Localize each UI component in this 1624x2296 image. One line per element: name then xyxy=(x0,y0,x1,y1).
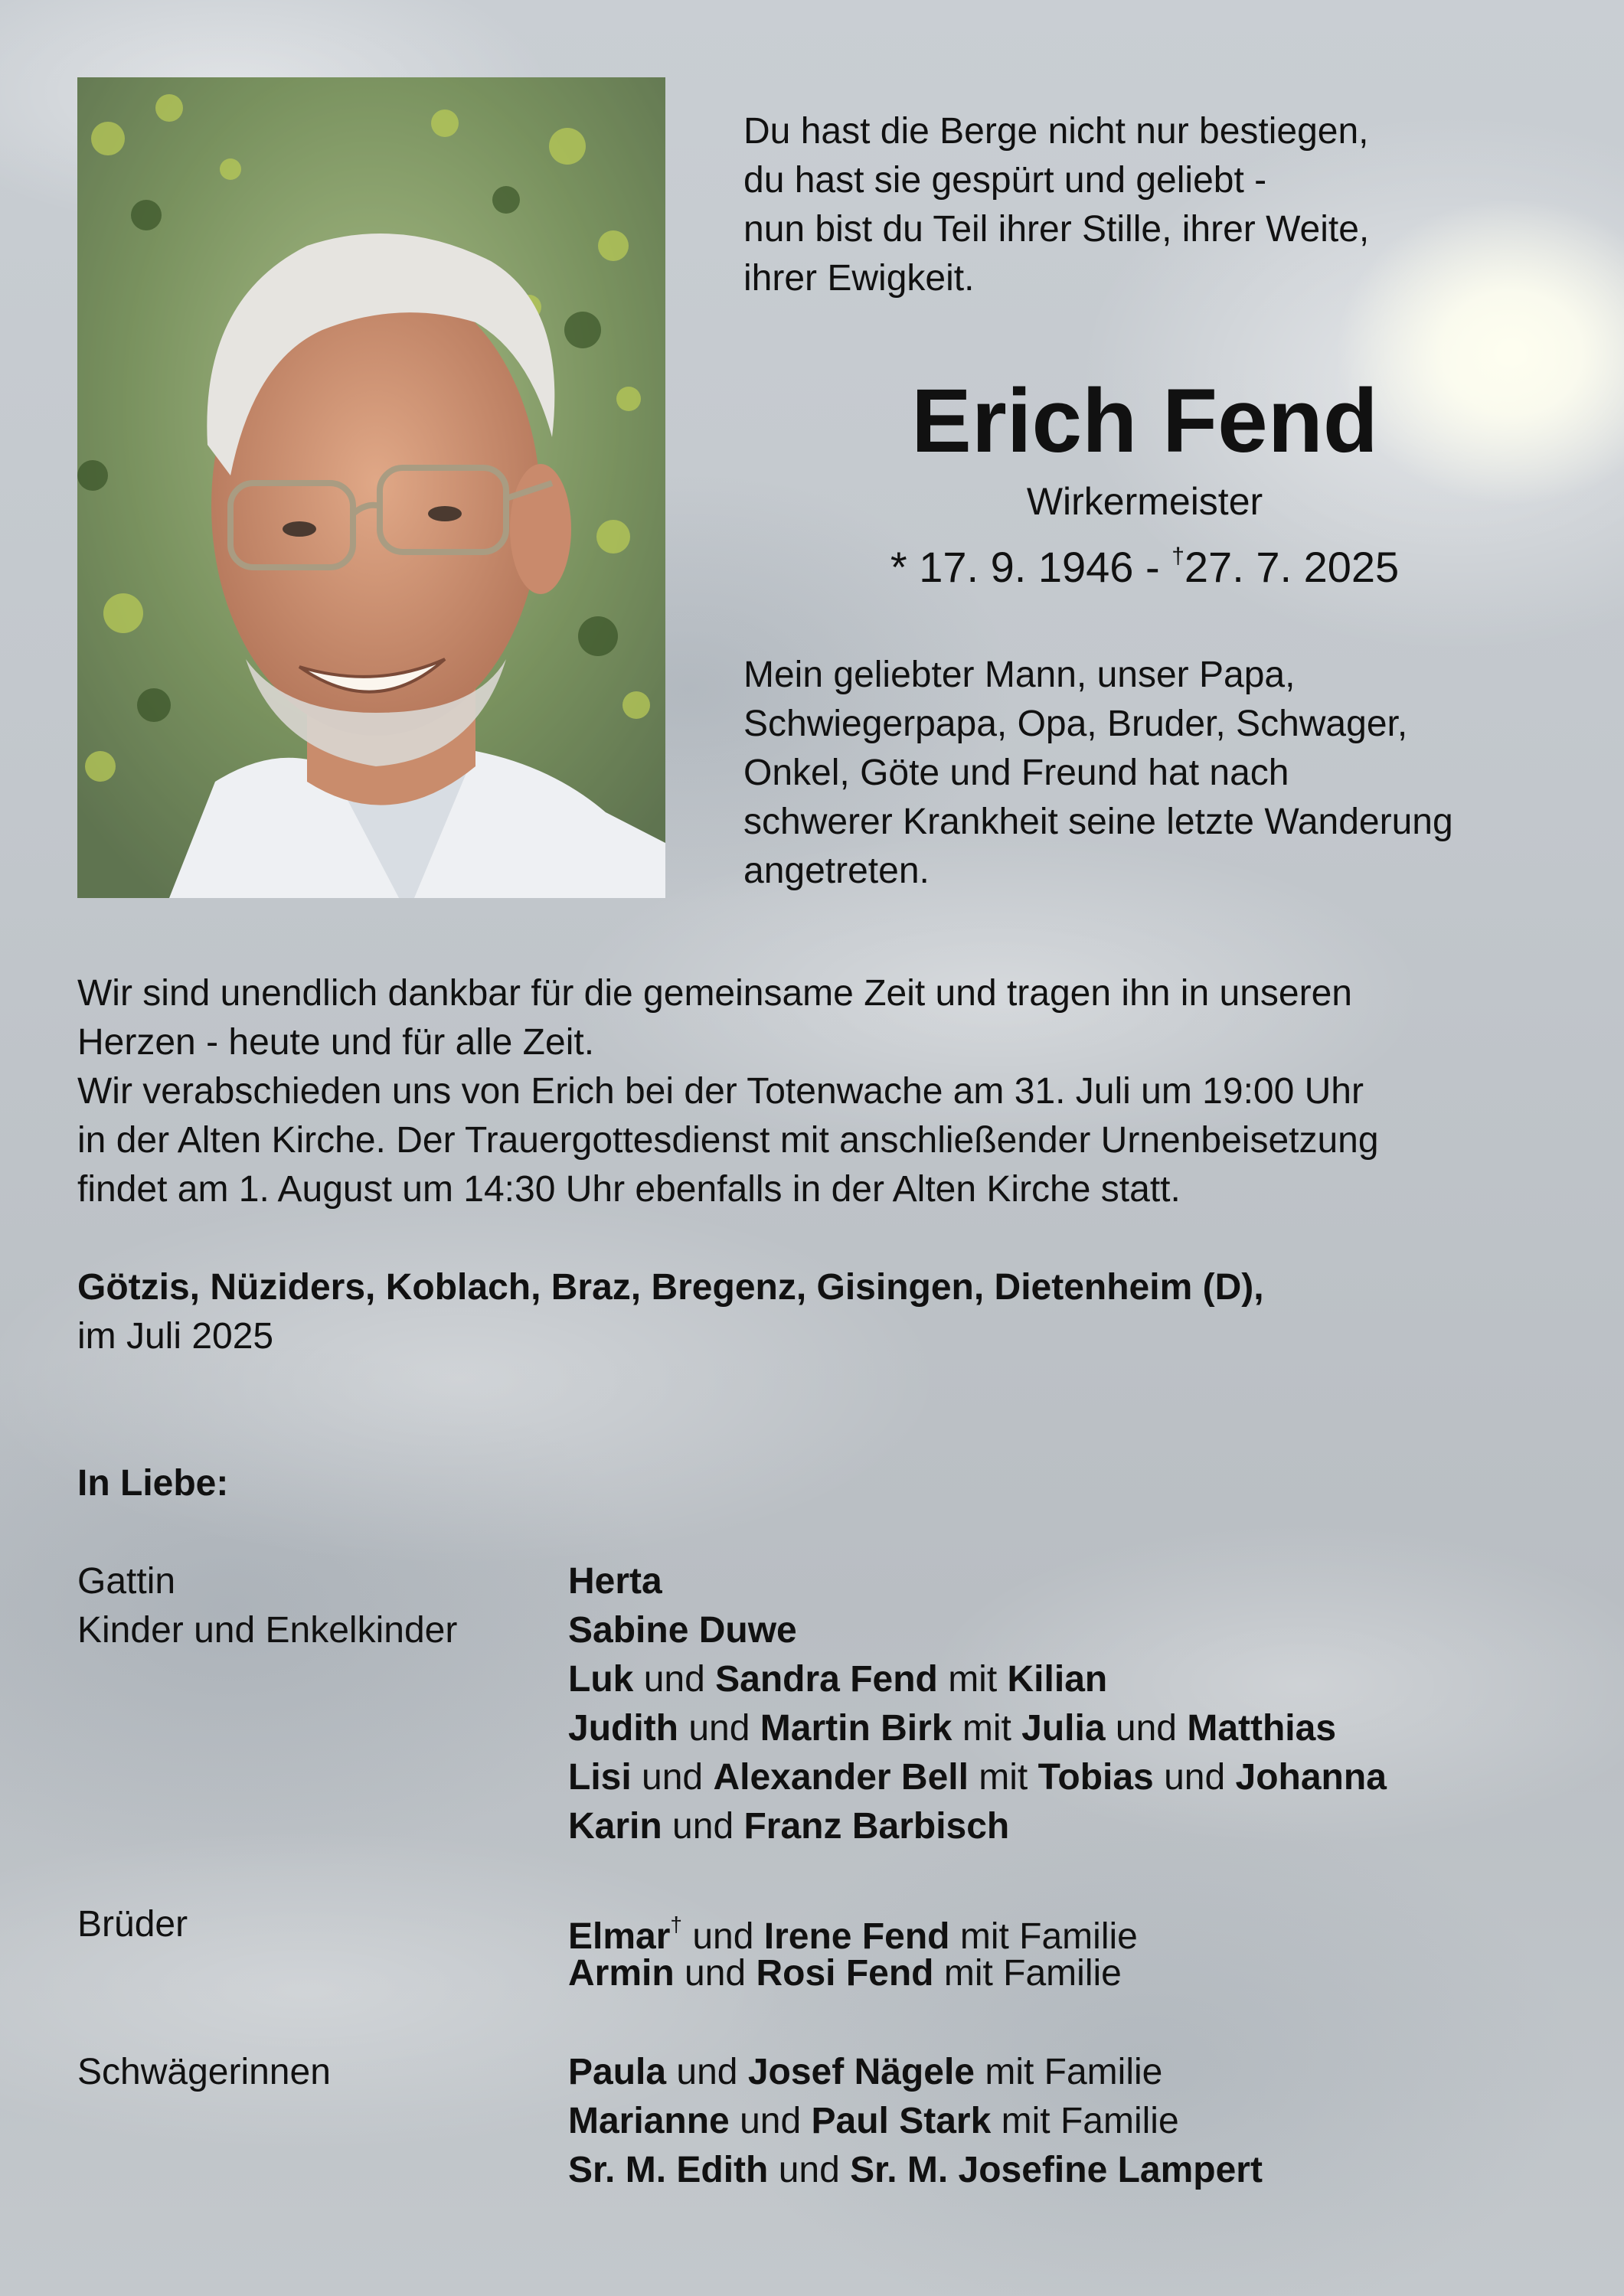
label-brothers: Brüder xyxy=(77,1904,188,1945)
label-spouse: Gattin xyxy=(77,1561,176,1602)
mourner-name: Julia xyxy=(1021,1708,1106,1749)
connector-word: mit xyxy=(948,1659,998,1700)
mourner-name: Rosi Fend xyxy=(756,1953,934,1994)
connector-word: mit xyxy=(962,1708,1011,1749)
death-date: 27. 7. 2025 xyxy=(1184,543,1400,591)
mourner-name: Herta xyxy=(568,1561,662,1602)
mourner-name: Matthias xyxy=(1187,1708,1337,1749)
mourner-line xyxy=(568,1557,662,1606)
mourner-line xyxy=(568,1606,797,1655)
mourner-name: Paul Stark xyxy=(811,2101,992,2141)
mourner-name: Sabine Duwe xyxy=(568,1610,797,1651)
connector-word: und xyxy=(778,2150,840,2190)
death-notice-message xyxy=(743,651,1586,896)
mourner-name: Karin xyxy=(568,1806,662,1847)
places-and-date xyxy=(77,1263,1264,1361)
mourner-line xyxy=(568,1655,1107,1704)
connector-word: und xyxy=(1115,1708,1177,1749)
label-children: Kinder und Enkelkinder xyxy=(77,1610,458,1651)
mourner-name: Lisi xyxy=(568,1757,632,1798)
connector-word: und xyxy=(692,1916,754,1957)
label-sisters-in-law: Schwägerinnen xyxy=(77,2052,331,2092)
connector-word: mit Familie xyxy=(943,1953,1122,1994)
mourner-name: Sr. M. Josefine Lampert xyxy=(850,2150,1263,2190)
connector-word: mit Familie xyxy=(1001,2101,1179,2141)
mourner-name: Elmar xyxy=(568,1916,671,1957)
body-line: in der Alten Kirche. Der Trauergottesdienst mit anschließender Urnenbeisetzung xyxy=(77,1120,1379,1161)
message-line: Schwiegerpapa, Opa, Bruder, Schwager, xyxy=(743,704,1408,744)
mourner-name: Johanna xyxy=(1235,1757,1387,1798)
deceased-cross-icon: † xyxy=(670,1912,682,1936)
connector-word: und xyxy=(643,1659,705,1700)
mourner-name: Josef Nägele xyxy=(747,2052,975,2092)
mourner-name: Marianne xyxy=(568,2101,730,2141)
mourner-line xyxy=(568,1753,1387,1802)
birth-date: * 17. 9. 1946 - xyxy=(890,543,1172,591)
connector-word: und xyxy=(642,1757,704,1798)
death-cross-icon: † xyxy=(1171,544,1185,569)
mourner-line xyxy=(568,1802,1009,1851)
mourners-heading: In Liebe: xyxy=(77,1463,229,1504)
mourner-line xyxy=(568,2048,1162,2097)
message-line: Onkel, Göte und Freund hat nach xyxy=(743,753,1289,793)
deceased-name: Erich Fend xyxy=(911,371,1378,472)
connector-word: und xyxy=(672,1806,734,1847)
portrait-illustration xyxy=(77,77,665,898)
message-line: schwerer Krankheit seine letzte Wanderung xyxy=(743,802,1453,842)
mourner-name: Alexander Bell xyxy=(713,1757,969,1798)
poem-line: du hast sie gespürt und geliebt - xyxy=(743,160,1267,201)
connector-word: mit xyxy=(979,1757,1028,1798)
notice-date: im Juli 2025 xyxy=(77,1316,274,1357)
connector-word: und xyxy=(685,1953,747,1994)
connector-word: mit Familie xyxy=(985,2052,1163,2092)
poem-line: nun bist du Teil ihrer Stille, ihrer Weite, xyxy=(743,209,1370,250)
mourner-line xyxy=(568,1704,1336,1753)
life-dates xyxy=(781,528,1508,596)
mourner-line xyxy=(568,2097,1179,2146)
poem-line: ihrer Ewigkeit. xyxy=(743,258,975,299)
body-line: Wir sind unendlich dankbar für die gemeinsame Zeit und tragen ihn in unseren xyxy=(77,973,1352,1014)
mourner-name: Luk xyxy=(568,1659,634,1700)
places-list: Götzis, Nüziders, Koblach, Braz, Bregenz, Gisingen, Dietenheim (D), xyxy=(77,1267,1264,1308)
mourner-name: Martin Birk xyxy=(760,1708,953,1749)
portrait-photo xyxy=(77,77,665,898)
mourner-name: Sandra Fend xyxy=(715,1659,938,1700)
poem-line: Du hast die Berge nicht nur bestiegen, xyxy=(743,111,1369,152)
connector-word: mit Familie xyxy=(959,1916,1138,1957)
message-line: angetreten. xyxy=(743,851,930,891)
mourner-name: Irene Fend xyxy=(763,1916,950,1957)
mourner-name: Paula xyxy=(568,2052,667,2092)
connector-word: und xyxy=(676,2052,738,2092)
deceased-profession: Wirkermeister xyxy=(1026,480,1263,523)
mourner-name: Tobias xyxy=(1037,1757,1154,1798)
body-line: findet am 1. August um 14:30 Uhr ebenfalls in der Alten Kirche statt. xyxy=(77,1169,1181,1210)
mourner-name: Kilian xyxy=(1007,1659,1108,1700)
body-line: Wir verabschieden uns von Erich bei der Totenwache am 31. Juli um 19:00 Uhr xyxy=(77,1071,1364,1112)
mourner-name: Franz Barbisch xyxy=(743,1806,1010,1847)
body-line: Herzen - heute und für alle Zeit. xyxy=(77,1022,595,1063)
poem xyxy=(743,107,1586,303)
funeral-details xyxy=(77,969,1570,1214)
message-line: Mein geliebter Mann, unser Papa, xyxy=(743,655,1296,695)
mourner-line xyxy=(568,2146,1263,2195)
mourner-name: Sr. M. Edith xyxy=(568,2150,769,2190)
connector-word: und xyxy=(688,1708,750,1749)
mourner-name: Judith xyxy=(568,1708,678,1749)
connector-word: und xyxy=(740,2101,802,2141)
connector-word: und xyxy=(1164,1757,1226,1798)
mourner-name: Armin xyxy=(568,1953,675,1994)
deceased-block xyxy=(781,367,1508,596)
mourner-line xyxy=(568,1949,1122,1998)
